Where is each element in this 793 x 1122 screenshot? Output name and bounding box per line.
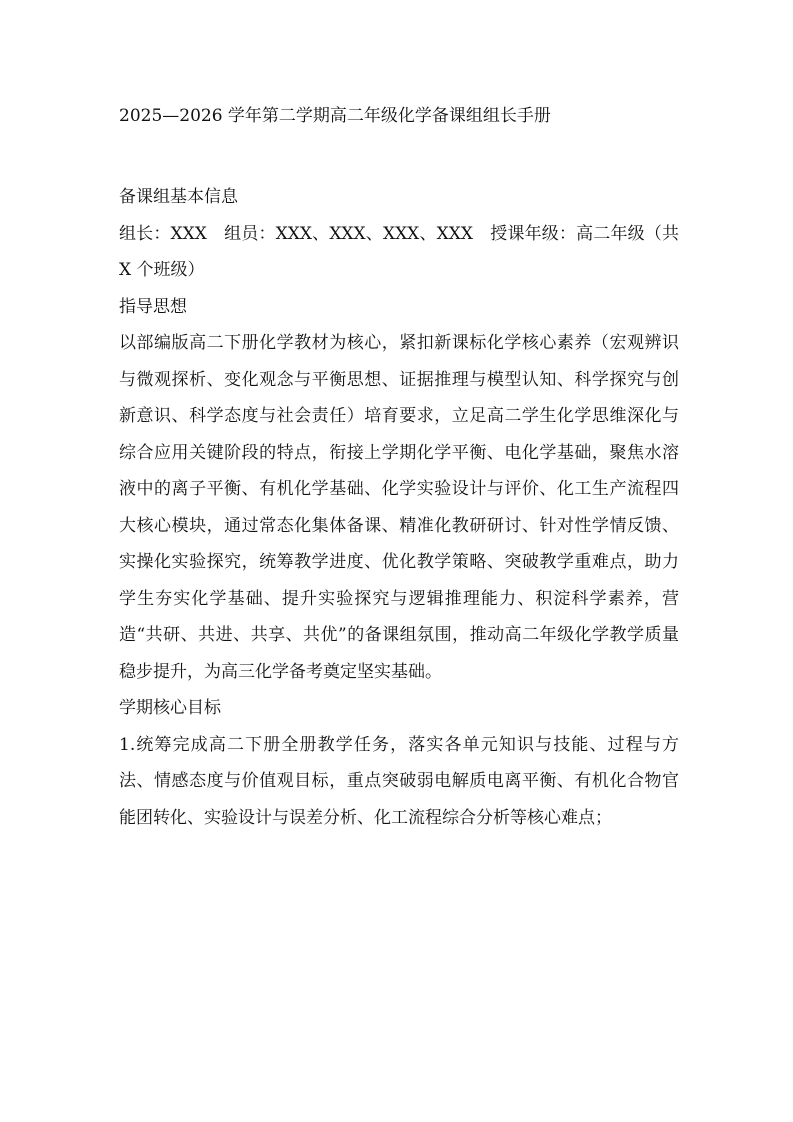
document-title: 2025—2026 学年第二学期高二年级化学备课组组长手册: [119, 106, 551, 126]
guiding-ideology-paragraph: 以部编版高二下册化学教材为核心，紧扣新课标化学核心素养（宏观辨识与微观探析、变化观念与平衡思想、证据推理与模型认知、科学探究与创新意识、科学态度与社会责任）培育要求，立足高二学生化学思维深化与综合应用关键阶段的特点，衔接上学期化学平衡、电化学基础，聚焦水溶液中的离子平衡、有机化学基础、化学实验设计与评价、化工生产流程四大核心模块，通过常态化集体备课、精准化教研研讨、针对性学情反馈、实操化实验探究，统筹教学进度、优化教学策略、突破教学重难点，助力学生夯实化学基础、提升实验探究与逻辑推理能力、积淀科学素养，营造“共研、共进、共享、共优”的备课组氛围，推动高二年级化学教学质量稳步提升，为高三化学备考奠定坚实基础。: [119, 333, 679, 682]
goal-item-1: 1.统筹完成高二下册全册教学任务，落实各单元知识与技能、过程与方法、情感态度与价值观目标，重点突破弱电解质电离平衡、有机化合物官能团转化、实验设计与误差分析、化工流程综合分析等核心难点；: [119, 734, 679, 828]
section-heading-basic-info: 备课组基本信息: [119, 187, 238, 207]
section-heading-core-goals: 学期核心目标: [119, 698, 221, 718]
section-heading-guiding-ideology: 指导思想: [119, 296, 187, 317]
basic-info-paragraph: 组长：XXX 组员：XXX、XXX、XXX、XXX 授课年级：高二年级（共 X 个班级）: [119, 223, 679, 280]
document-body: [119, 179, 679, 836]
